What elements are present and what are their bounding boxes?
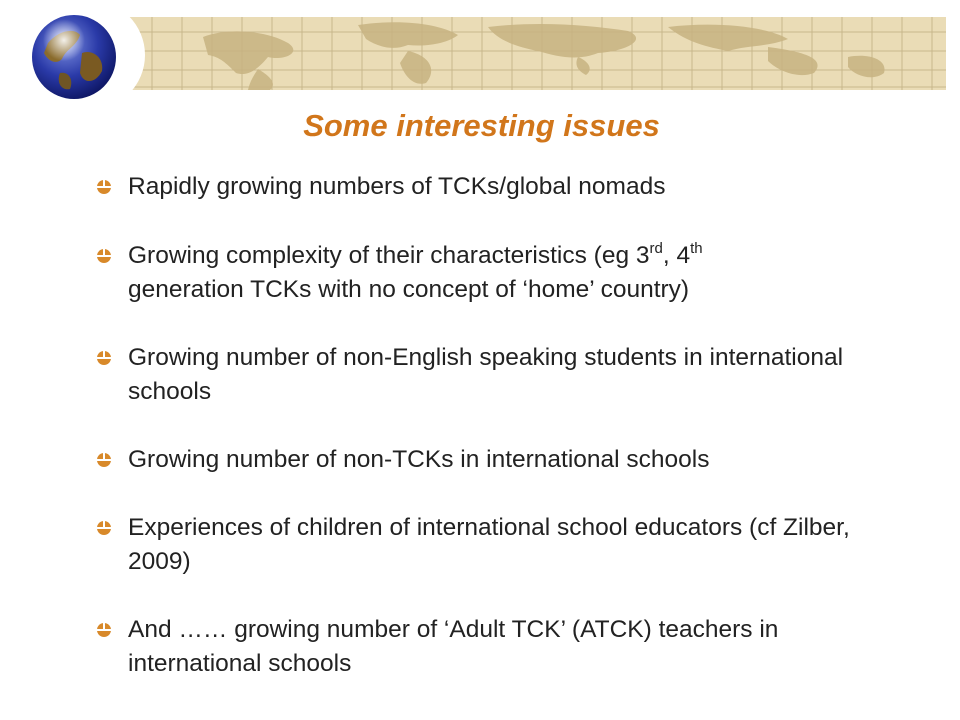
orange-disc-bullet-icon: [96, 622, 112, 638]
bullet-text: [128, 239, 918, 307]
orange-disc-bullet-icon: [96, 350, 112, 366]
bullet-text: Rapidly growing numbers of TCKs/global nomads: [128, 173, 666, 200]
bullet-text-part: Growing complexity of their characteristics (eg 3: [128, 242, 650, 269]
orange-disc-bullet-icon: [96, 520, 112, 536]
bullet-text: Growing number of non-TCKs in international schools: [128, 446, 710, 473]
bullet-text: Experiences of children of international school educators (cf Zilber, 2009): [128, 514, 850, 575]
orange-disc-bullet-icon: [96, 179, 112, 195]
superscript: rd: [649, 240, 663, 257]
bullet-text: And …… growing number of ‘Adult TCK’ (ATCK) teachers in international schools: [128, 616, 779, 677]
superscript: th: [690, 240, 703, 257]
slide-title: Some interesting issues: [303, 108, 660, 143]
bullet-text: Growing number of non-English speaking students in international schools: [128, 344, 844, 405]
bullet-text-part: , 4: [662, 242, 691, 269]
bullet-text-part: generation TCKs with no concept of ‘home’ country): [128, 276, 690, 303]
orange-disc-bullet-icon: [96, 452, 112, 468]
orange-disc-bullet-icon: [96, 248, 112, 264]
